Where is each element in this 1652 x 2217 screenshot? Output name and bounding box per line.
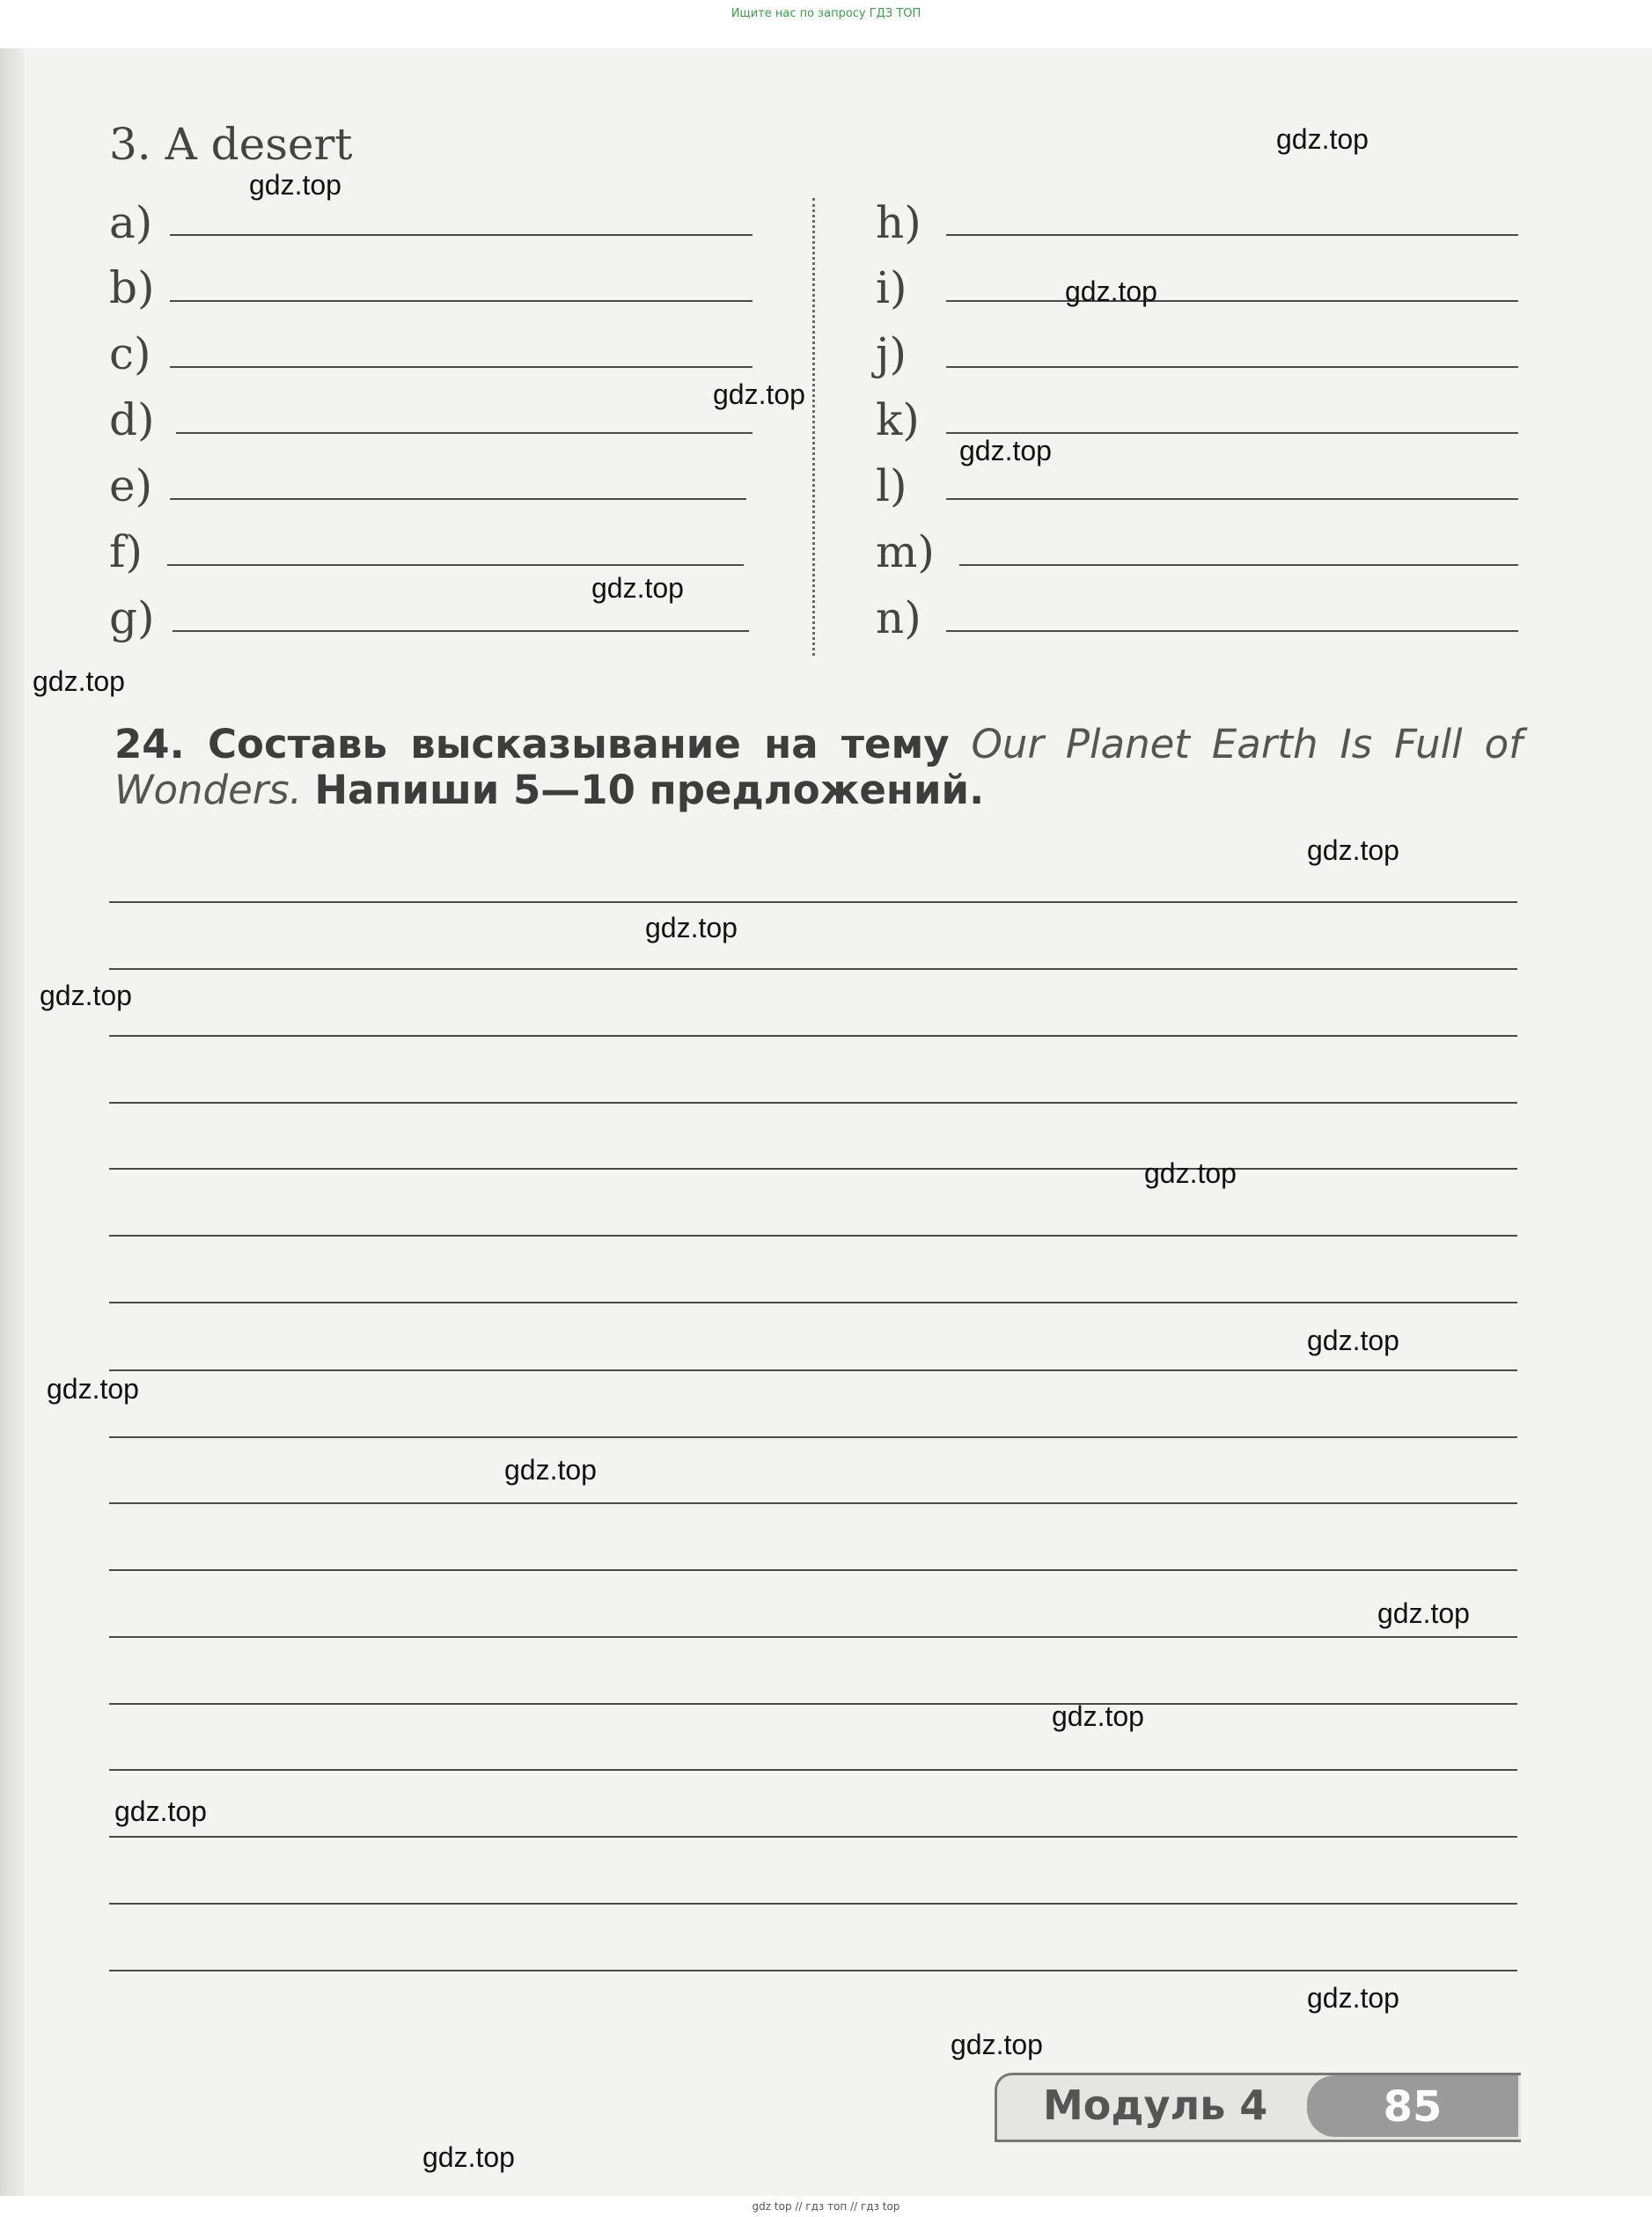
item-label-n: n) <box>876 592 921 643</box>
writing-line-12[interactable] <box>109 1636 1517 1638</box>
watermark: gdz.top <box>645 912 738 943</box>
writing-line-13[interactable] <box>109 1703 1517 1705</box>
writing-line-9[interactable] <box>109 1436 1517 1438</box>
watermark: gdz.top <box>959 435 1052 466</box>
watermark: gdz.top <box>1276 123 1369 155</box>
answer-line-j[interactable] <box>946 366 1518 368</box>
watermark: gdz.top <box>47 1373 139 1405</box>
item-label-l: l) <box>876 460 907 511</box>
writing-line-11[interactable] <box>109 1569 1517 1571</box>
item-label-h: h) <box>876 197 921 248</box>
watermark: gdz.top <box>504 1454 597 1486</box>
answer-line-c[interactable] <box>170 366 753 368</box>
exercise-24-prefix: 24. Составь высказывание на тему <box>114 721 950 767</box>
watermark: gdz.top <box>33 665 125 697</box>
watermark: gdz.top <box>713 378 805 410</box>
writing-line-4[interactable] <box>109 1102 1517 1104</box>
exercise-24-prompt <box>114 722 1523 813</box>
watermark: gdz.top <box>1052 1700 1144 1732</box>
top-site-note: Ищите нас по запросу ГДЗ ТОП <box>731 7 921 20</box>
watermark: gdz.top <box>1065 275 1157 307</box>
page-spine-shadow <box>0 48 25 2196</box>
writing-line-14[interactable] <box>109 1769 1517 1771</box>
scanned-page-background <box>25 48 1652 2196</box>
answer-line-g[interactable] <box>173 630 749 632</box>
watermark: gdz.top <box>1307 1982 1399 2014</box>
watermark: gdz.top <box>422 2141 515 2173</box>
exercise-24-suffix: Напиши 5—10 предложений. <box>314 767 985 813</box>
answer-line-h[interactable] <box>946 234 1518 236</box>
writing-line-1[interactable] <box>109 901 1517 903</box>
writing-line-10[interactable] <box>109 1502 1517 1504</box>
answer-line-e[interactable] <box>170 498 746 500</box>
bottom-site-note: gdz top // гдз топ // гдз top <box>752 2200 900 2213</box>
writing-line-7[interactable] <box>109 1302 1517 1303</box>
item-label-m: m) <box>876 526 935 577</box>
column-divider <box>812 198 815 656</box>
module-label: Модуль 4 <box>1043 2081 1268 2129</box>
answer-line-f[interactable] <box>167 564 744 566</box>
watermark: gdz.top <box>40 980 132 1011</box>
writing-line-17[interactable] <box>109 1970 1517 1971</box>
answer-line-i[interactable] <box>946 300 1518 302</box>
item-label-c: c) <box>109 328 151 379</box>
watermark: gdz.top <box>951 2029 1043 2060</box>
page-number: 85 <box>1383 2082 1443 2132</box>
writing-line-3[interactable] <box>109 1035 1517 1037</box>
item-label-f: f) <box>109 526 143 577</box>
answer-line-n[interactable] <box>946 630 1518 632</box>
writing-line-16[interactable] <box>109 1903 1517 1905</box>
writing-line-6[interactable] <box>109 1235 1517 1237</box>
writing-line-8[interactable] <box>109 1369 1517 1371</box>
watermark: gdz.top <box>249 169 341 201</box>
exercise-24-topic: Our Planet Earth Is Full of Wonders. <box>114 721 1523 813</box>
watermark: gdz.top <box>1307 1325 1399 1356</box>
writing-line-15[interactable] <box>109 1836 1517 1838</box>
item-label-e: e) <box>109 460 153 511</box>
item-label-k: k) <box>876 394 920 445</box>
watermark: gdz.top <box>591 572 684 604</box>
answer-line-k[interactable] <box>946 432 1518 434</box>
exercise-subtitle: 3. A desert <box>109 119 353 170</box>
watermark: gdz.top <box>114 1795 207 1827</box>
answer-line-m[interactable] <box>959 564 1518 566</box>
answer-line-a[interactable] <box>170 234 753 236</box>
watermark: gdz.top <box>1377 1597 1470 1629</box>
item-label-g: g) <box>109 592 155 643</box>
item-label-d: d) <box>109 394 155 445</box>
writing-line-5[interactable] <box>109 1168 1517 1170</box>
answer-line-b[interactable] <box>170 300 753 302</box>
answer-line-d[interactable] <box>176 432 753 434</box>
watermark: gdz.top <box>1144 1157 1237 1189</box>
watermark: gdz.top <box>1307 834 1399 866</box>
writing-line-2[interactable] <box>109 968 1517 970</box>
item-label-a: a) <box>109 197 153 248</box>
item-label-j: j) <box>876 328 907 379</box>
answer-line-l[interactable] <box>946 498 1518 500</box>
item-label-i: i) <box>876 262 907 313</box>
item-label-b: b) <box>109 262 155 313</box>
